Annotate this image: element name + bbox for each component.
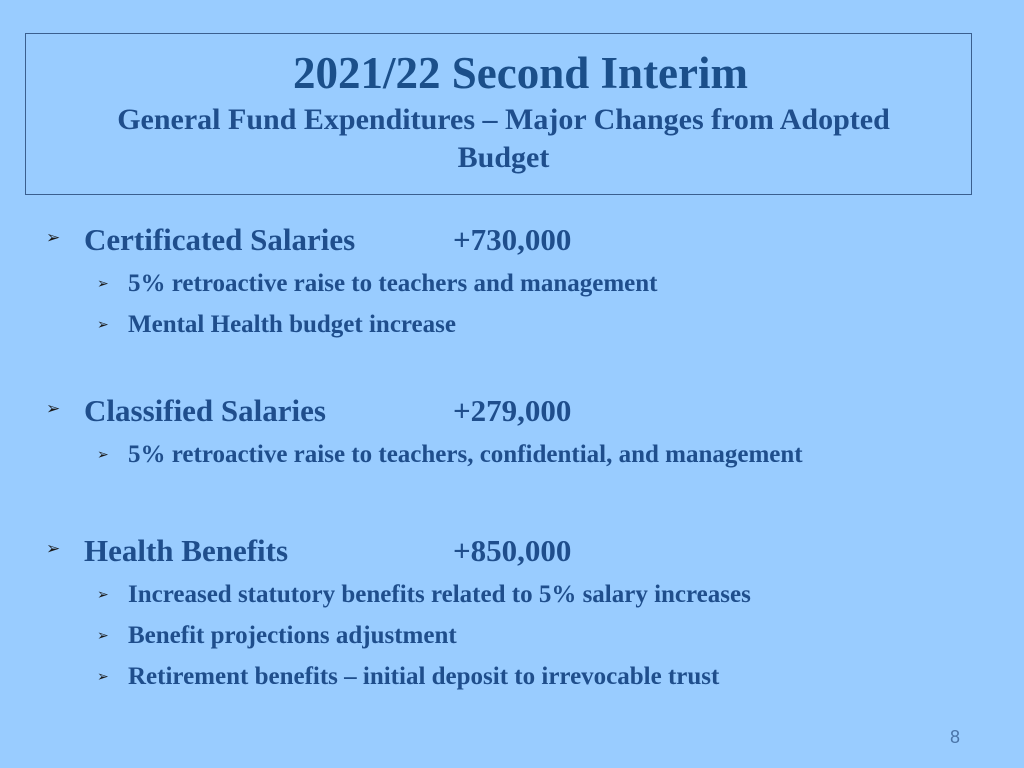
list-item-label: Mental Health budget increase <box>128 311 456 338</box>
list-item-label: Benefit projections adjustment <box>128 622 457 649</box>
arrowhead-bullet-icon: ➢ <box>46 228 61 248</box>
list-item <box>0 581 1024 622</box>
list-item-label: 5% retroactive raise to teachers, confidential, and management <box>128 441 803 468</box>
arrowhead-bullet-icon: ➢ <box>46 539 61 559</box>
list-item-label: Retirement benefits – initial deposit to irrevocable trust <box>128 663 720 690</box>
section-certificated-salaries <box>0 222 1024 352</box>
arrowhead-bullet-icon: ➢ <box>97 628 109 644</box>
list-item-label: Increased statutory benefits related to 5% salary increases <box>128 581 751 608</box>
section-header <box>0 533 1024 573</box>
slide-subtitle: General Fund Expenditures – Major Changes from Adopted Budget <box>117 103 890 174</box>
section-label: Health Benefits <box>84 533 289 568</box>
list-item <box>0 622 1024 663</box>
list-item <box>0 311 1024 352</box>
list-item <box>0 663 1024 704</box>
arrowhead-bullet-icon: ➢ <box>97 317 109 333</box>
title-box <box>25 33 972 195</box>
section-amount: +730,000 <box>453 222 572 257</box>
list-item <box>0 270 1024 311</box>
section-label: Certificated Salaries <box>84 222 356 257</box>
section-label: Classified Salaries <box>84 393 326 428</box>
arrowhead-bullet-icon: ➢ <box>46 399 61 419</box>
page-number: 8 <box>950 727 961 747</box>
arrowhead-bullet-icon: ➢ <box>97 587 109 603</box>
section-health-benefits <box>0 533 1024 704</box>
slide-title: 2021/22 Second Interim <box>293 48 748 98</box>
section-header <box>0 222 1024 262</box>
arrowhead-bullet-icon: ➢ <box>97 669 109 685</box>
arrowhead-bullet-icon: ➢ <box>97 447 109 463</box>
list-item <box>0 441 1024 482</box>
arrowhead-bullet-icon: ➢ <box>97 276 109 292</box>
section-amount: +279,000 <box>453 393 572 428</box>
section-classified-salaries <box>0 393 1024 482</box>
section-header <box>0 393 1024 433</box>
section-amount: +850,000 <box>453 533 572 568</box>
list-item-label: 5% retroactive raise to teachers and management <box>128 270 658 297</box>
